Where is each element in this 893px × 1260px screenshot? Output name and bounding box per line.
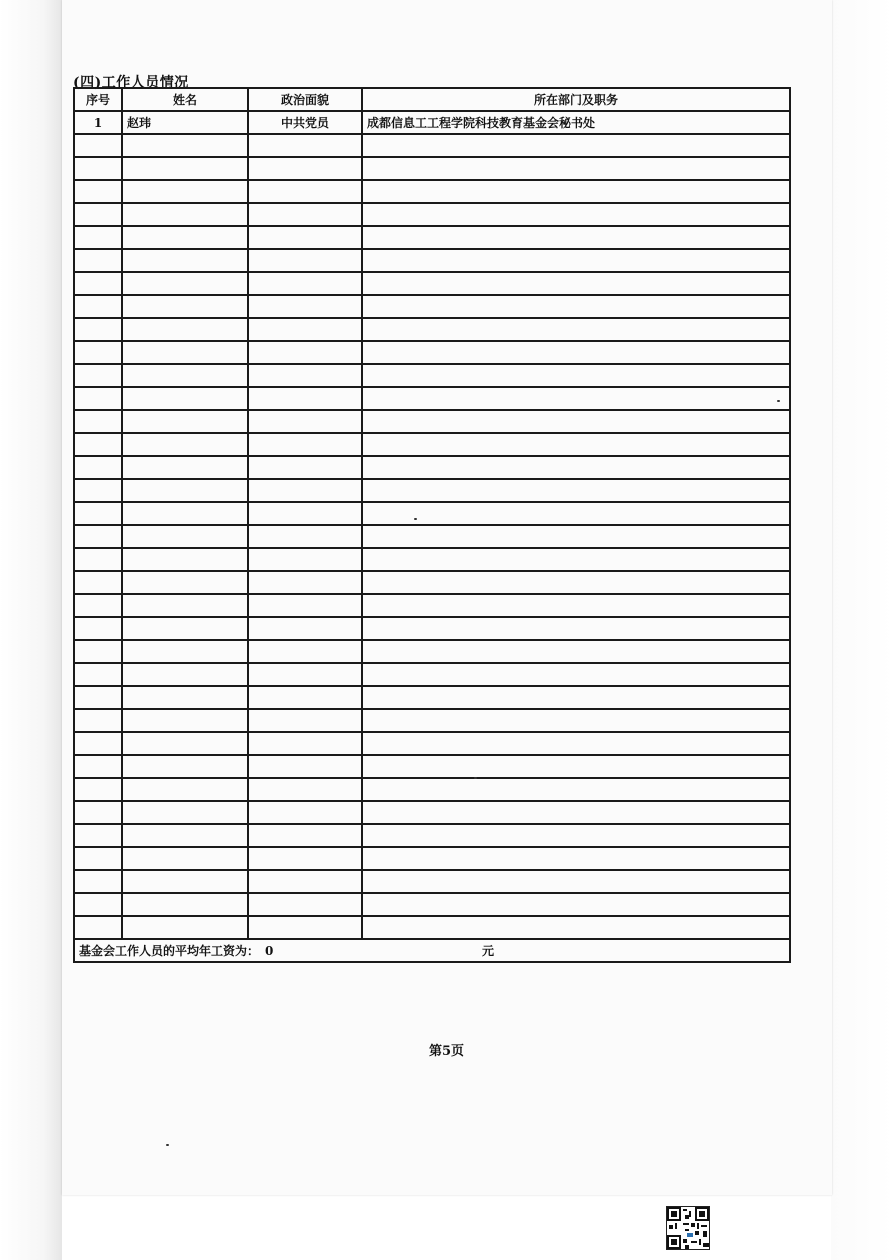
department-position-cell — [362, 157, 790, 180]
table-row — [74, 824, 790, 847]
serial-cell — [74, 617, 122, 640]
name-cell — [122, 341, 248, 364]
serial-cell — [74, 778, 122, 801]
table-row — [74, 295, 790, 318]
political-status-cell — [248, 640, 362, 663]
table-row — [74, 272, 790, 295]
scan-speck — [414, 518, 417, 520]
department-position-cell — [362, 479, 790, 502]
serial-cell — [74, 709, 122, 732]
salary-label: 基金会工作人员的平均年工资为： — [79, 944, 260, 958]
table-row — [74, 456, 790, 479]
department-position-cell — [362, 410, 790, 433]
name-cell — [122, 571, 248, 594]
qr-code-icon — [666, 1206, 710, 1250]
serial-cell — [74, 847, 122, 870]
serial-cell — [74, 732, 122, 755]
department-position-cell — [362, 778, 790, 801]
name-cell — [122, 180, 248, 203]
header-name: 姓名 — [122, 88, 248, 111]
salary-row — [74, 939, 790, 962]
table-row — [74, 387, 790, 410]
political-status-cell — [248, 663, 362, 686]
section-title: (四)工作人员情况 — [73, 75, 189, 91]
name-cell — [122, 479, 248, 502]
political-status-cell — [248, 571, 362, 594]
table-row — [74, 203, 790, 226]
political-status-cell — [248, 502, 362, 525]
name-cell — [122, 157, 248, 180]
name-cell — [122, 203, 248, 226]
political-status-cell — [248, 847, 362, 870]
serial-cell — [74, 318, 122, 341]
table-row — [74, 732, 790, 755]
name-cell — [122, 640, 248, 663]
department-position-cell — [362, 571, 790, 594]
table-row — [74, 341, 790, 364]
name-cell — [122, 525, 248, 548]
name-cell — [122, 686, 248, 709]
name-cell — [122, 801, 248, 824]
department-position-cell — [362, 295, 790, 318]
political-status-cell — [248, 893, 362, 916]
serial-cell — [74, 571, 122, 594]
name-cell — [122, 364, 248, 387]
political-status-cell — [248, 134, 362, 157]
political-status-cell — [248, 387, 362, 410]
table-header-row — [74, 88, 790, 111]
serial-cell — [74, 134, 122, 157]
department-position-cell — [362, 525, 790, 548]
department-position-cell — [362, 318, 790, 341]
name-cell — [122, 548, 248, 571]
political-status-cell: 中共党员 — [248, 111, 362, 134]
table-row — [74, 640, 790, 663]
department-position-cell — [362, 686, 790, 709]
salary-unit: 元 — [482, 944, 495, 958]
serial-cell — [74, 456, 122, 479]
serial-cell — [74, 525, 122, 548]
name-cell — [122, 709, 248, 732]
serial-cell: 1 — [74, 111, 122, 134]
staff-table-body — [74, 111, 790, 939]
political-status-cell — [248, 801, 362, 824]
header-serial: 序号 — [74, 88, 122, 111]
name-cell — [122, 249, 248, 272]
serial-cell — [74, 295, 122, 318]
name-cell — [122, 916, 248, 939]
name-cell — [122, 870, 248, 893]
serial-cell — [74, 548, 122, 571]
serial-cell — [74, 663, 122, 686]
department-position-cell — [362, 732, 790, 755]
serial-cell — [74, 893, 122, 916]
department-position-cell — [362, 893, 790, 916]
political-status-cell — [248, 778, 362, 801]
name-cell — [122, 387, 248, 410]
table-row — [74, 686, 790, 709]
serial-cell — [74, 364, 122, 387]
department-position-cell — [362, 134, 790, 157]
department-position-cell — [362, 433, 790, 456]
name-cell — [122, 272, 248, 295]
header-department-position: 所在部门及职务 — [362, 88, 790, 111]
name-cell — [122, 433, 248, 456]
department-position-cell — [362, 180, 790, 203]
table-row — [74, 157, 790, 180]
table-row — [74, 571, 790, 594]
table-row — [74, 111, 790, 134]
political-status-cell — [248, 617, 362, 640]
political-status-cell — [248, 732, 362, 755]
name-cell — [122, 318, 248, 341]
serial-cell — [74, 801, 122, 824]
department-position-cell — [362, 341, 790, 364]
department-position-cell — [362, 847, 790, 870]
department-position-cell — [362, 387, 790, 410]
political-status-cell — [248, 364, 362, 387]
salary-cell — [74, 939, 790, 962]
table-row — [74, 318, 790, 341]
department-position-cell: 成都信息工工程学院科技教育基金会秘书处 — [362, 111, 790, 134]
name-cell — [122, 456, 248, 479]
name-cell — [122, 617, 248, 640]
political-status-cell — [248, 249, 362, 272]
table-row — [74, 870, 790, 893]
department-position-cell — [362, 226, 790, 249]
political-status-cell — [248, 548, 362, 571]
department-position-cell — [362, 640, 790, 663]
serial-cell — [74, 157, 122, 180]
serial-cell — [74, 824, 122, 847]
table-row — [74, 617, 790, 640]
name-cell — [122, 295, 248, 318]
header-political-status: 政治面貌 — [248, 88, 362, 111]
serial-cell — [74, 502, 122, 525]
name-cell — [122, 824, 248, 847]
table-row — [74, 433, 790, 456]
serial-cell — [74, 272, 122, 295]
name-cell — [122, 663, 248, 686]
political-status-cell — [248, 916, 362, 939]
political-status-cell — [248, 755, 362, 778]
table-row — [74, 663, 790, 686]
serial-cell — [74, 433, 122, 456]
serial-cell — [74, 479, 122, 502]
scan-speck — [474, 777, 477, 779]
department-position-cell — [362, 824, 790, 847]
serial-cell — [74, 180, 122, 203]
name-cell: 赵玮 — [122, 111, 248, 134]
political-status-cell — [248, 226, 362, 249]
department-position-cell — [362, 594, 790, 617]
department-position-cell — [362, 801, 790, 824]
table-row — [74, 180, 790, 203]
political-status-cell — [248, 318, 362, 341]
table-row — [74, 893, 790, 916]
scan-speck — [166, 1144, 169, 1146]
department-position-cell — [362, 617, 790, 640]
serial-cell — [74, 686, 122, 709]
table-row — [74, 364, 790, 387]
table-row — [74, 410, 790, 433]
table-row — [74, 502, 790, 525]
name-cell — [122, 594, 248, 617]
staff-table — [73, 87, 791, 963]
department-position-cell — [362, 755, 790, 778]
political-status-cell — [248, 295, 362, 318]
name-cell — [122, 134, 248, 157]
page-number: 第5页 — [428, 1044, 465, 1059]
political-status-cell — [248, 180, 362, 203]
political-status-cell — [248, 157, 362, 180]
political-status-cell — [248, 824, 362, 847]
department-position-cell — [362, 249, 790, 272]
serial-cell — [74, 387, 122, 410]
political-status-cell — [248, 433, 362, 456]
department-position-cell — [362, 364, 790, 387]
political-status-cell — [248, 341, 362, 364]
name-cell — [122, 732, 248, 755]
serial-cell — [74, 203, 122, 226]
department-position-cell — [362, 203, 790, 226]
department-position-cell — [362, 548, 790, 571]
name-cell — [122, 502, 248, 525]
table-row — [74, 847, 790, 870]
table-row — [74, 548, 790, 571]
political-status-cell — [248, 686, 362, 709]
political-status-cell — [248, 272, 362, 295]
scan-shadow-left — [0, 0, 62, 1260]
political-status-cell — [248, 870, 362, 893]
table-row — [74, 755, 790, 778]
serial-cell — [74, 226, 122, 249]
table-row — [74, 801, 790, 824]
table-row — [74, 134, 790, 157]
table-row — [74, 479, 790, 502]
name-cell — [122, 755, 248, 778]
table-row — [74, 226, 790, 249]
political-status-cell — [248, 410, 362, 433]
table-row — [74, 778, 790, 801]
serial-cell — [74, 410, 122, 433]
table-row — [74, 916, 790, 939]
scan-margin-right — [831, 0, 893, 1260]
table-row — [74, 249, 790, 272]
political-status-cell — [248, 709, 362, 732]
department-position-cell — [362, 502, 790, 525]
department-position-cell — [362, 663, 790, 686]
political-status-cell — [248, 525, 362, 548]
serial-cell — [74, 640, 122, 663]
serial-cell — [74, 594, 122, 617]
name-cell — [122, 893, 248, 916]
department-position-cell — [362, 709, 790, 732]
table-row — [74, 525, 790, 548]
salary-value: 0 — [265, 944, 274, 958]
serial-cell — [74, 341, 122, 364]
department-position-cell — [362, 870, 790, 893]
political-status-cell — [248, 594, 362, 617]
political-status-cell — [248, 479, 362, 502]
name-cell — [122, 410, 248, 433]
serial-cell — [74, 249, 122, 272]
table-row — [74, 709, 790, 732]
name-cell — [122, 847, 248, 870]
name-cell — [122, 778, 248, 801]
department-position-cell — [362, 456, 790, 479]
department-position-cell — [362, 916, 790, 939]
serial-cell — [74, 916, 122, 939]
political-status-cell — [248, 203, 362, 226]
scan-speck — [777, 400, 780, 402]
department-position-cell — [362, 272, 790, 295]
serial-cell — [74, 755, 122, 778]
serial-cell — [74, 870, 122, 893]
name-cell — [122, 226, 248, 249]
political-status-cell — [248, 456, 362, 479]
table-row — [74, 594, 790, 617]
